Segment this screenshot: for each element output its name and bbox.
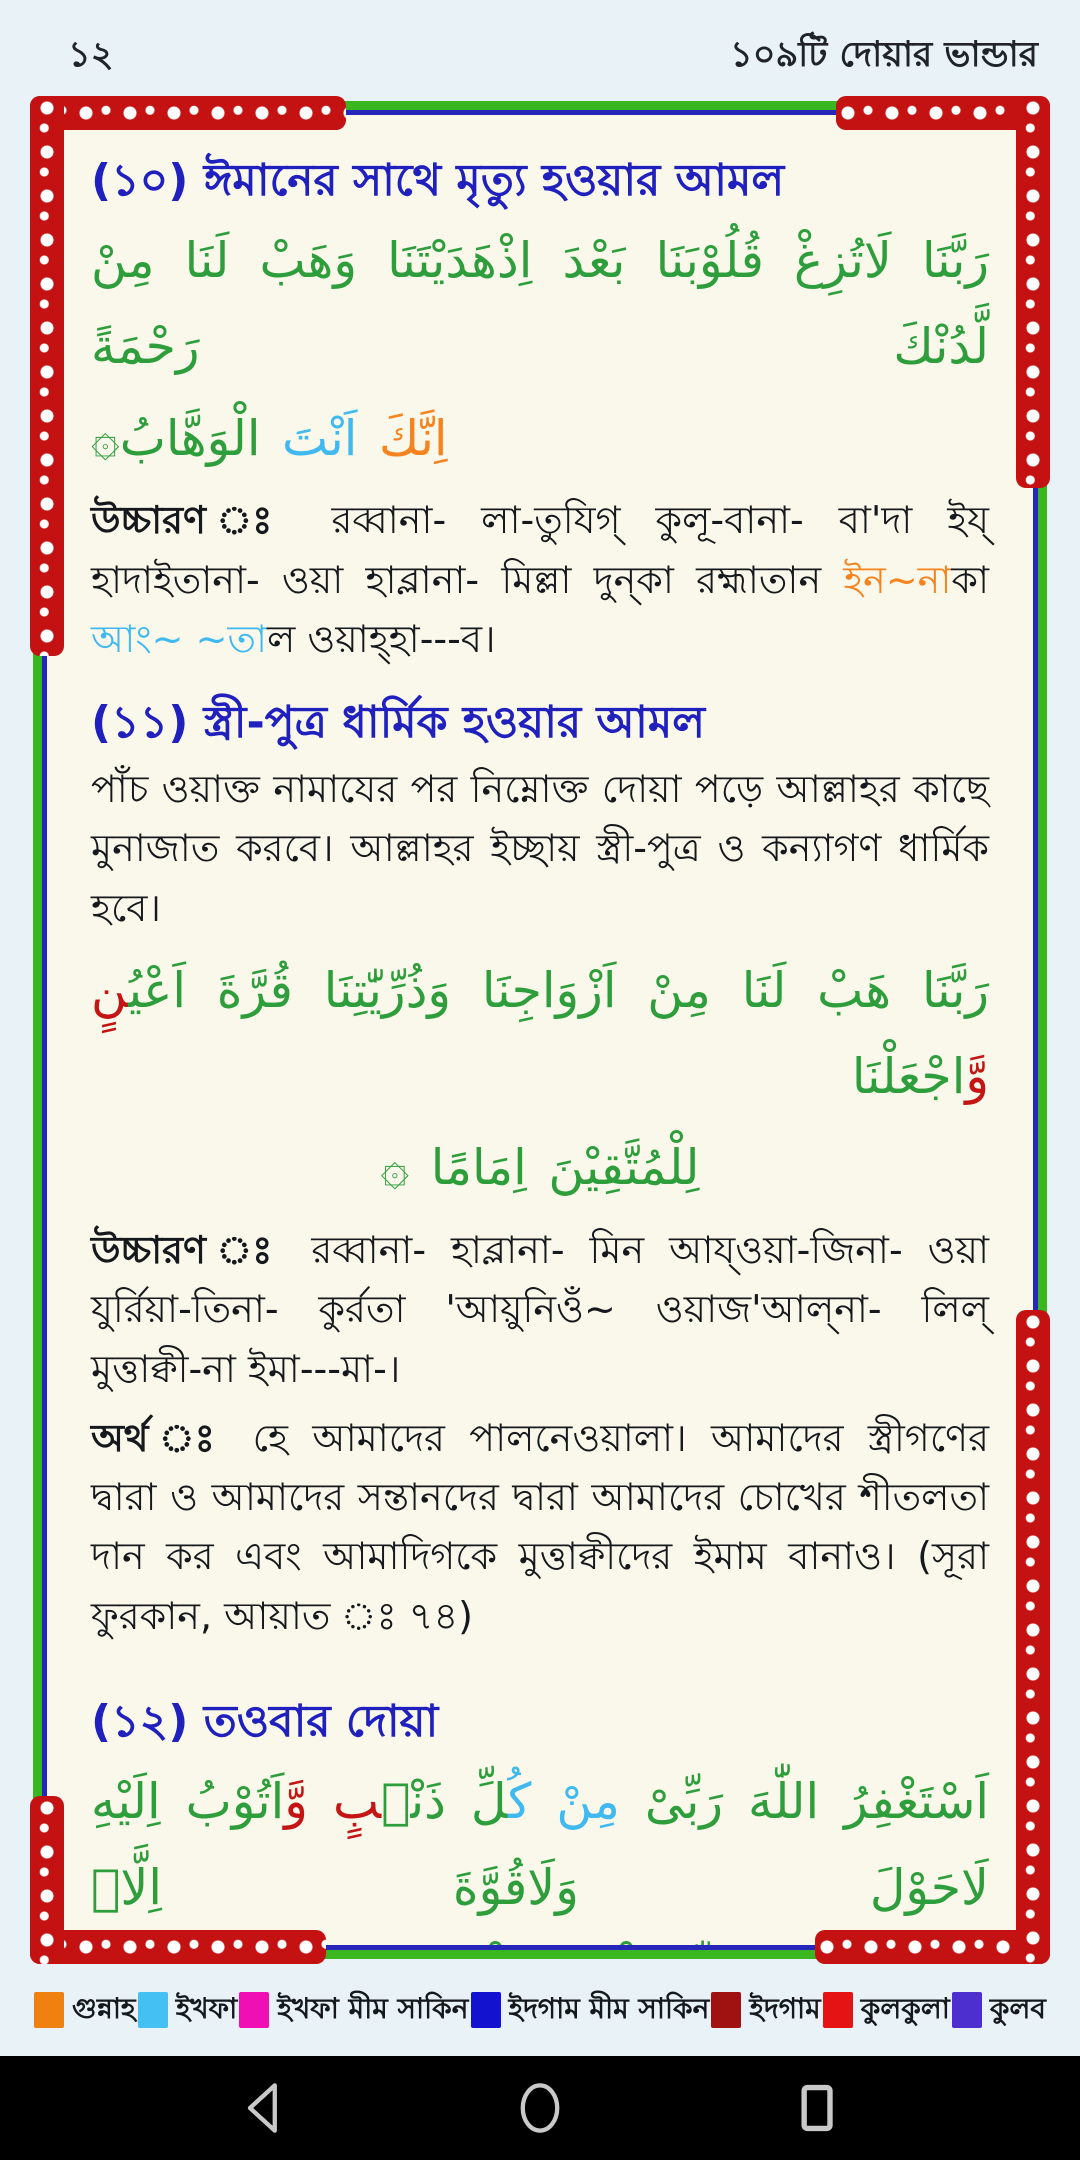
text-segment: رَبَّنَا لَاتُزِغْ قُلُوْبَنَا بَعْدَ اِذْهَدَيْتَنَا وَهَبْ لَنَا مِنْ لَّدُنْكَ رَحْمَةً	[91, 232, 989, 375]
section-10-arabic-line-2	[91, 396, 989, 482]
recents-square-icon	[790, 2080, 842, 2136]
text-segment: الْوَهَّابُ۞	[91, 409, 261, 467]
ornament-border-right-top	[1016, 96, 1050, 488]
page-content	[42, 110, 1038, 1950]
section-11-meaning	[91, 1409, 989, 1646]
legend-label: গুন্নাহ	[72, 1991, 136, 2025]
text-segment: اجْعَلْنَا	[851, 1047, 966, 1105]
section-11-pronunciation	[91, 1221, 989, 1399]
legend-item-5	[823, 1987, 950, 2034]
legend-color-swatch	[34, 1992, 64, 2028]
text-segment: اِنَّكَ	[357, 409, 448, 467]
legend-color-swatch	[138, 1992, 168, 2028]
recents-button[interactable]	[786, 2078, 846, 2138]
legend-label: কুলকুলা	[860, 1991, 950, 2025]
legend-label: ইদগাম মীম সাকিন	[508, 1991, 710, 2025]
back-triangle-icon	[238, 2080, 290, 2136]
legend-color-swatch	[952, 1992, 982, 2028]
ornament-border-right-bottom	[1016, 1310, 1050, 1964]
text-segment: ‍لِّ ذَنْۢ‍	[381, 1772, 509, 1830]
section-11-arabic-line-1	[91, 948, 989, 1120]
ornament-border-bottom-right	[815, 1930, 1050, 1964]
legend-color-swatch	[239, 1992, 269, 2028]
legend-item-1	[138, 1987, 238, 2034]
text-segment: উচ্চারণ ঃ	[91, 1228, 312, 1273]
text-segment: ‍بٍ وَّ	[284, 1772, 382, 1830]
text-segment: ‍نٍ وَّ	[91, 961, 989, 1105]
legend-item-6	[952, 1987, 1046, 2034]
text-segment: আং~ ~তা	[91, 616, 267, 661]
text-segment: রব্বানা- হাব্লানা- মিন আয্ওয়া-জিনা- ওয়া যুর্রিয়া-তিনা- কুর্রতা 'আয়ুনিওঁ~ ওয়াজ'আল্না- লিল্ মুত্তাক্বী-না ইমা---মা-।	[91, 1228, 989, 1391]
android-navigation-bar	[0, 2056, 1080, 2160]
legend-item-3	[471, 1987, 710, 2034]
legend-color-swatch	[471, 1992, 501, 2028]
text-segment: لِلْمُتَّقِيْنَ اِمَامًا ۞	[380, 1139, 700, 1197]
text-segment: ল ওয়াহ্হা---ব।	[266, 616, 496, 661]
text-segment: اَسْتَغْفِرُ اللّٰهَ رَبِّىْ	[619, 1772, 989, 1830]
text-segment: ইন~না	[843, 557, 952, 602]
home-button[interactable]	[510, 2078, 570, 2138]
legend-label: ইখফা	[175, 1991, 238, 2025]
home-circle-icon	[512, 2080, 568, 2136]
text-segment: রব্বানা- লা-তুযিগ্ কুলূ-বানা- বা'দা ইয্ হাদাইতানা- ওয়া হাব্লানা- মিল্লা দুন্কা রহ্মাতান	[91, 498, 989, 602]
legend-item-0	[34, 1987, 136, 2034]
text-segment: اَتُوْبُ اِلَيْهِ لَاحَوْلَ وَلَاقُوَّةَ اِلَّاۤ	[91, 1772, 989, 1916]
ornament-border-bottom-left	[30, 1930, 326, 1964]
text-segment: উচ্চারণ ঃ	[91, 498, 332, 543]
text-segment: অর্থ ঃ	[91, 1415, 253, 1460]
text-segment: হে আমাদের পালনেওয়ালা। আমাদের স্ত্রীগণের দ্বারা ও আমাদের সন্তানদের দ্বারা আমাদের চোখের শীতলতা দান কর এবং আমাদিগকে মুত্তাক্বীদের ইমাম বানাও। (সূরা ফুরকান, আয়াত ঃ ৭৪)	[91, 1415, 989, 1638]
tajweed-legend	[0, 1964, 1080, 2056]
decorative-frame	[30, 96, 1050, 1964]
page-header	[0, 0, 1080, 96]
legend-label: কুলব	[989, 1991, 1046, 2025]
section-10-heading: (১০) ঈমানের সাথে মৃত্যু হওয়ার আমল	[91, 155, 785, 206]
text-segment: مِنْ كُ‍	[508, 1772, 620, 1830]
section-12-heading: (১২) তওবার দোয়া	[91, 1695, 439, 1747]
section-10-arabic-line-1	[91, 218, 989, 390]
page-number: ১২	[68, 35, 114, 75]
book-title: ১০৯টি দোয়ার ভান্ডার	[730, 35, 1038, 75]
legend-label: ইদগাম	[749, 1991, 821, 2025]
back-button[interactable]	[234, 2078, 294, 2138]
text-segment: اَنْتَ	[260, 409, 358, 467]
legend-label: ইখফা মীম সাকিন	[277, 1991, 469, 2025]
ornament-border-left-bottom	[30, 1796, 64, 1964]
legend-color-swatch	[823, 1992, 853, 2028]
legend-color-swatch	[711, 1992, 741, 2028]
section-11-heading: (১১) স্ত্রী-পুত্র ধার্মিক হওয়ার আমল	[91, 697, 706, 749]
section-10-pronunciation	[91, 491, 989, 669]
legend-item-2	[239, 1987, 468, 2034]
section-12-arabic-line-1	[91, 1759, 989, 1931]
section-11-intro: পাঁচ ওয়াক্ত নামাযের পর নিম্নোক্ত দোয়া পড়ে আল্লাহর কাছে মুনাজাত করবে। আল্লাহর ইচ্ছায় স্ত্রী-পুত্র ও কন্যাগণ ধার্মিক হবে।	[91, 767, 989, 930]
section-11-arabic-line-2	[91, 1125, 989, 1211]
legend-item-4	[711, 1987, 820, 2034]
text-segment: رَبَّنَا هَبْ لَنَا مِنْ اَزْوَاجِنَا وَذُرِّيّٰتِنَا قُرَّةَ اَعْيُ‍	[128, 961, 989, 1019]
ornament-border-top-left	[30, 96, 346, 130]
text-segment: কা	[951, 557, 989, 602]
ornament-border-left-top	[30, 96, 64, 656]
